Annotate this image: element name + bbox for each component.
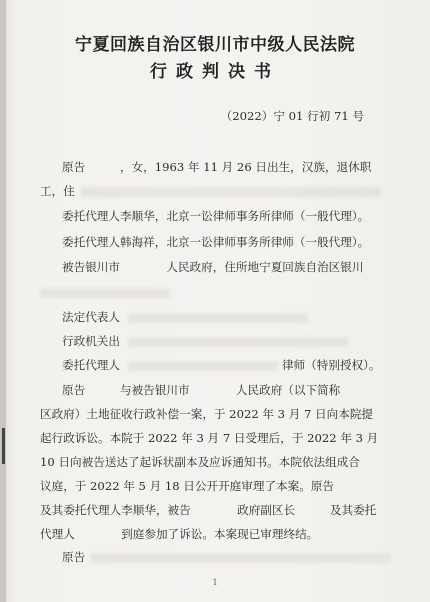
court-name: 宁夏回族自治区银川市中级人民法院 [75,35,355,55]
document-title: 行政判决书 [150,62,280,82]
plaintiff-address-line: 工，住 [40,184,381,198]
binding-mark [2,428,5,464]
body-line-6: 及其委托代理人李顺华，被告 政府副区长 及其委托 [40,503,377,517]
case-number: （2022）宁 01 行初 71 号 [220,109,364,123]
body-line-2: 区政府）土地征收行政补偿一案，于 2022 年 3 月 7 日向本院提 [40,407,374,421]
legal-representative-line: 法定代表人 [62,310,308,324]
page-number: 1 [212,578,218,587]
body-line-4: 10 日向被告送达了起诉状副本及应诉通知书。本院依法组成合 [40,455,360,469]
redacted-representative [128,313,308,323]
official-line: 行政机关出 [62,334,348,348]
binding-edge [0,0,6,602]
defendant-line: 被告银川市 人民政府，住所地宁夏回族自治区银川 [62,260,364,274]
redacted-agent [128,361,278,371]
plaintiff-line: 原告 ，女，1963 年 11 月 26 日出生，汉族，退休职 [62,160,372,174]
body-line-1: 原告 与被告银川市 人民政府（以下简称 [62,383,341,397]
redacted-plaintiff-text [91,553,391,563]
body-line-7: 代理人 到庭参加了诉讼。本案现已审理终结。 [40,527,319,541]
body-line-5: 议庭，于 2022 年 5 月 18 日公开开庭审理了本案。原告 [40,479,335,493]
agent-line-2: 委托代理人韩海祥，北京一讼律师事务所律师（一般代理）。 [62,235,370,249]
redacted-defendant-address [40,288,170,298]
body-line-3: 起行政诉讼。本院于 2022 年 3 月 7 日受理后，于 2022 年 3 月 [40,431,379,445]
redacted-address [81,187,381,197]
special-agent-line: 委托代理人 律师（特别授权）。 [62,358,381,372]
body-line-8: 原告 [62,550,391,564]
defendant-address-line [40,285,170,299]
agent-line-1: 委托代理人李顺华，北京一讼律师事务所律师（一般代理）。 [62,209,370,223]
redacted-official [128,337,348,347]
